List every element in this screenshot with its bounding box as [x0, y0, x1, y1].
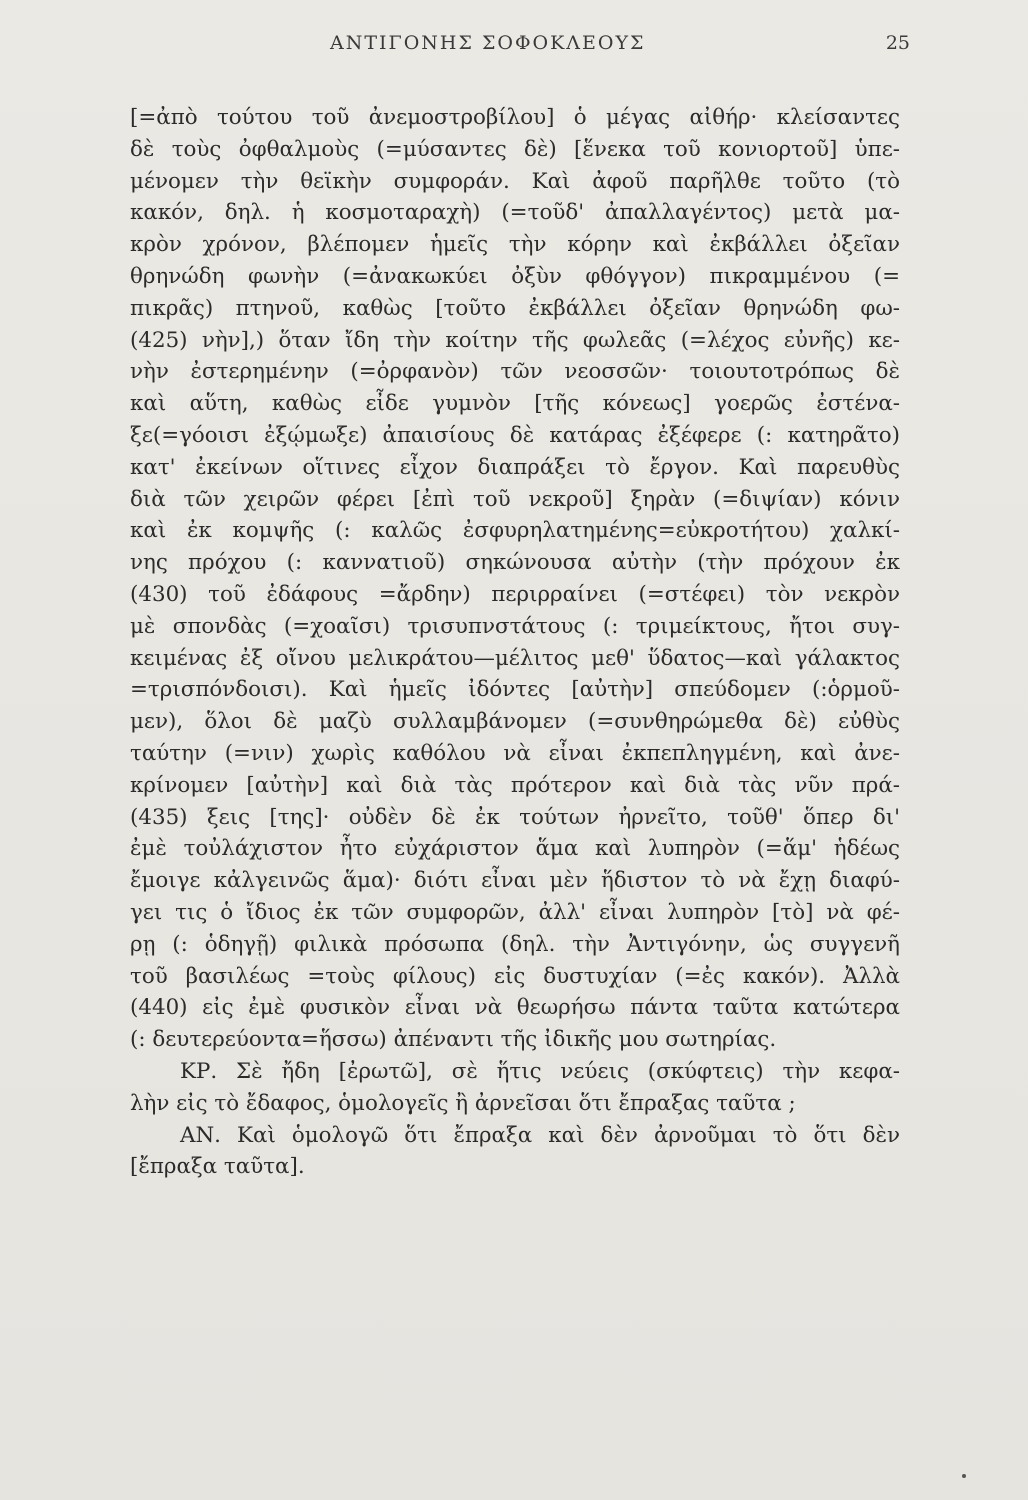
text-line: (435) ξεις [της]· οὐδὲν δὲ ἐκ τούτων ἠρνεῖτο, τοῦθ' ὅπερ δι' [130, 804, 900, 830]
text-line: δὲ τοὺς ὀφθαλμοὺς (=μύσαντες δὲ) [ἕνεκα τοῦ κονιορτοῦ] ὑπε- [130, 136, 900, 162]
text-line: νης πρόχου (: καννατιοῦ) σηκώνουσα αὐτὴν (τὴν πρόχουν ἐκ [130, 550, 900, 576]
text-line: ἔμοιγε κἀλγεινῶς ἅμα)· διότι εἶναι μὲν ἥδιστον τὸ νὰ ἔχῃ διαφύ- [130, 868, 900, 894]
page-body-text [130, 102, 900, 1183]
text-line: καὶ ἐκ κομψῆς (: καλῶς ἐσφυρηλατημένης=εὐκροτήτου) χαλκί- [130, 518, 900, 544]
text-line: (: δευτερεύοντα=ἥσσω) ἀπέναντι τῆς ἰδικῆς μου σωτηρίας. [130, 1027, 777, 1053]
text-line: (440) εἰς ἐμὲ φυσικὸν εἶναι νὰ θεωρήσω πάντα ταῦτα κατώτερα [130, 995, 900, 1021]
text-line: θρηνώδη φωνὴν (=ἀνακωκύει ὀξὺν φθόγγον) πικραμμένου (= [130, 263, 900, 289]
text-line: μὲ σπονδὰς (=χοαῖσι) τρισυπνστάτους (: τριμείκτους, ἤτοι συγ- [130, 613, 900, 639]
text-line: =τρισπόνδοισι). Καὶ ἡμεῖς ἰδόντες [αὐτὴν] σπεύδομεν (:ὁρμοῦ- [130, 677, 900, 703]
text-line: μεν), ὅλοι δὲ μαζὺ συλλαμβάνομεν (=συνθηρώμεθα δὲ) εὐθὺς [130, 709, 900, 735]
text-line: μένομεν τὴν θεϊκὴν συμφοράν. Καὶ ἀφοῦ παρῆλθε τοῦτο (τὸ [130, 168, 900, 194]
text-line: κειμένας ἐξ οἴνου μελικράτου—μέλιτος μεθ' ὕδατος—καὶ γάλακτος [130, 645, 900, 671]
text-line: [ἔπραξα ταῦτα]. [130, 1154, 305, 1180]
text-line: [=ἀπὸ τούτου τοῦ ἀνεμοστροβίλου] ὁ μέγας αἰθήρ· κλείσαντες [130, 105, 900, 130]
text-line: πικρᾶς) πτηνοῦ, καθὼς [τοῦτο ἐκβάλλει ὀξεῖαν θρηνώδη φω- [130, 295, 900, 321]
text-line: καὶ αὕτη, καθὼς εἶδε γυμνὸν [τῆς κόνεως] γοερῶς ἐστένα- [130, 391, 900, 417]
text-line: ΑΝ. Καὶ ὁμολογῶ ὅτι ἔπραξα καὶ δὲν ἀρνοῦμαι τὸ ὅτι δὲν [180, 1122, 900, 1148]
text-line: ἐμὲ τοὐλάχιστον ἦτο εὐχάριστον ἅμα καὶ λυπηρὸν (=ἅμ' ἡδέως [130, 836, 900, 862]
text-line: λὴν εἰς τὸ ἔδαφος, ὁμολογεῖς ἢ ἀρνεῖσαι ὅτι ἔπραξας ταῦτα ; [130, 1090, 796, 1116]
text-line: τοῦ βασιλέως =τοὺς φίλους) εἰς δυστυχίαν (=ἐς κακόν). Ἀλλὰ [130, 963, 900, 989]
text-line: νὴν ἐστερημένην (=ὀρφανὸν) τῶν νεοσσῶν· τοιουτοτρόπως δὲ [130, 359, 900, 385]
text-line: ΚΡ. Σὲ ἤδη [ἐρωτῶ], σὲ ἥτις νεύεις (σκύφτεις) τὴν κεφα- [180, 1058, 900, 1084]
text-line: κακόν, δηλ. ἡ κοσμοταραχὴ) (=τοῦδ' ἀπαλλαγέντος) μετὰ μα- [130, 200, 900, 226]
print-speck [962, 1474, 966, 1478]
text-line: ξε(=γόοισι ἐξῴμωξε) ἀπαισίους δὲ κατάρας ἐξέφερε (: κατηρᾶτο) [130, 422, 900, 448]
text-line: (425) νὴν],) ὅταν ἴδη τὴν κοίτην τῆς φωλεᾶς (=λέχος εὐνῆς) κε- [130, 327, 900, 353]
page-number: 25 [885, 32, 910, 54]
text-line: κρὸν χρόνον, βλέπομεν ἡμεῖς τὴν κόρην καὶ ἐκβάλλει ὀξεῖαν [130, 232, 900, 258]
text-line: ρῃ (: ὁδηγῇ) φιλικὰ πρόσωπα (δηλ. τὴν Ἀντιγόνην, ὡς συγγενῆ [130, 931, 900, 957]
text-line: (430) τοῦ ἐδάφους =ἄρδην) περιρραίνει (=στέφει) τὸν νεκρὸν [130, 581, 900, 607]
text-line: ταύτην (=νιν) χωρὶς καθόλου νὰ εἶναι ἐκπεπληγμένη, καὶ ἀνε- [130, 740, 900, 766]
text-line: διὰ τῶν χειρῶν φέρει [ἐπὶ τοῦ νεκροῦ] ξηρὰν (=διψίαν) κόνιν [130, 486, 900, 512]
page-header [120, 32, 910, 62]
text-line: γει τις ὁ ἴδιος ἐκ τῶν συμφορῶν, ἀλλ' εἶναι λυπηρὸν [τὸ] νὰ φέ- [130, 899, 900, 925]
text-line: κατ' ἐκείνων οἵτινες εἶχον διαπράξει τὸ ἔργον. Καὶ παρευθὺς [130, 454, 900, 480]
text-line: κρίνομεν [αὐτὴν] καὶ διὰ τὰς πρότερον καὶ διὰ τὰς νῦν πρά- [130, 772, 900, 798]
running-title: ΑΝΤΙΓΟΝΗΣ ΣΟΦΟΚΛΕΟΥΣ [330, 32, 646, 54]
